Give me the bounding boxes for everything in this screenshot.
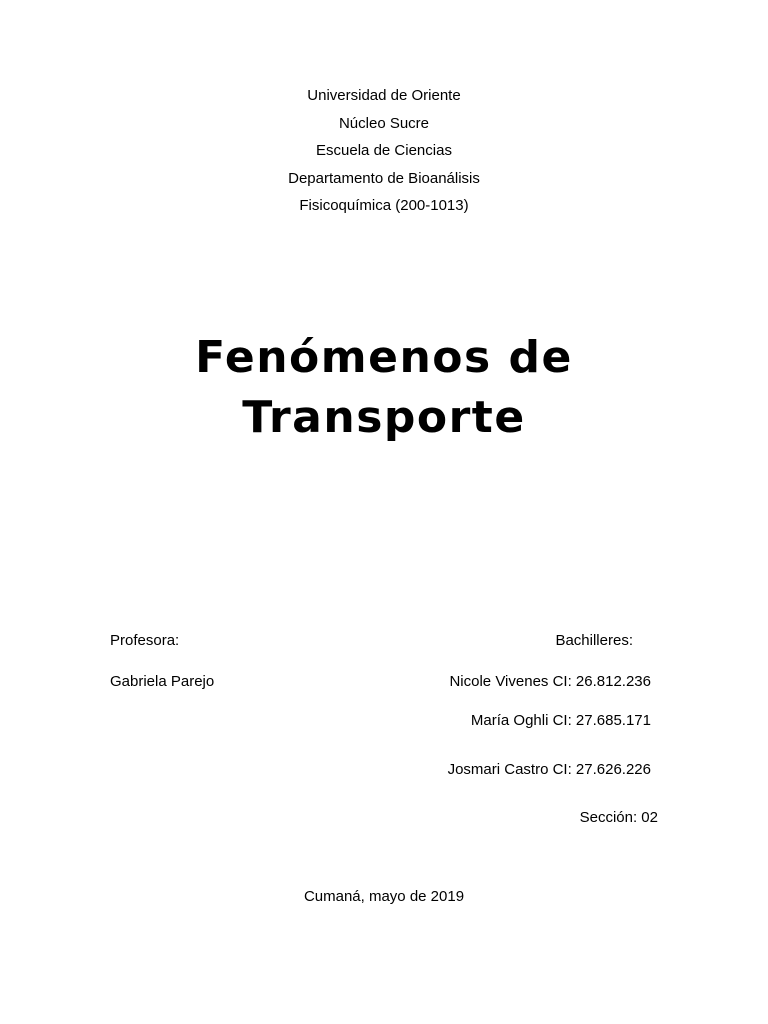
- school-name: Escuela de Ciencias: [316, 142, 452, 159]
- title-line-2: Transporte: [242, 392, 526, 443]
- student-1: Nicole Vivenes CI: 26.812.236: [449, 673, 651, 690]
- title-line-1: Fenómenos de: [195, 332, 573, 383]
- professor-label: Profesora:: [110, 632, 180, 649]
- document-title: [0, 328, 768, 448]
- student-3: Josmari Castro CI: 27.626.226: [447, 761, 651, 778]
- university-name: Universidad de Oriente: [307, 87, 461, 104]
- student-2: María Oghli CI: 27.685.171: [470, 712, 651, 729]
- nucleus-name: Núcleo Sucre: [338, 114, 430, 132]
- professor-name: Gabriela Parejo: [110, 673, 215, 690]
- section-number: Sección: 02: [579, 809, 658, 826]
- students-label: Bachilleres:: [555, 632, 633, 649]
- place-date: Cumaná, mayo de 2019: [303, 888, 465, 905]
- institution-header: [0, 82, 768, 220]
- department-name: Departamento de Bioanálisis: [288, 169, 480, 187]
- course-name: Fisicoquímica (200-1013): [299, 197, 469, 214]
